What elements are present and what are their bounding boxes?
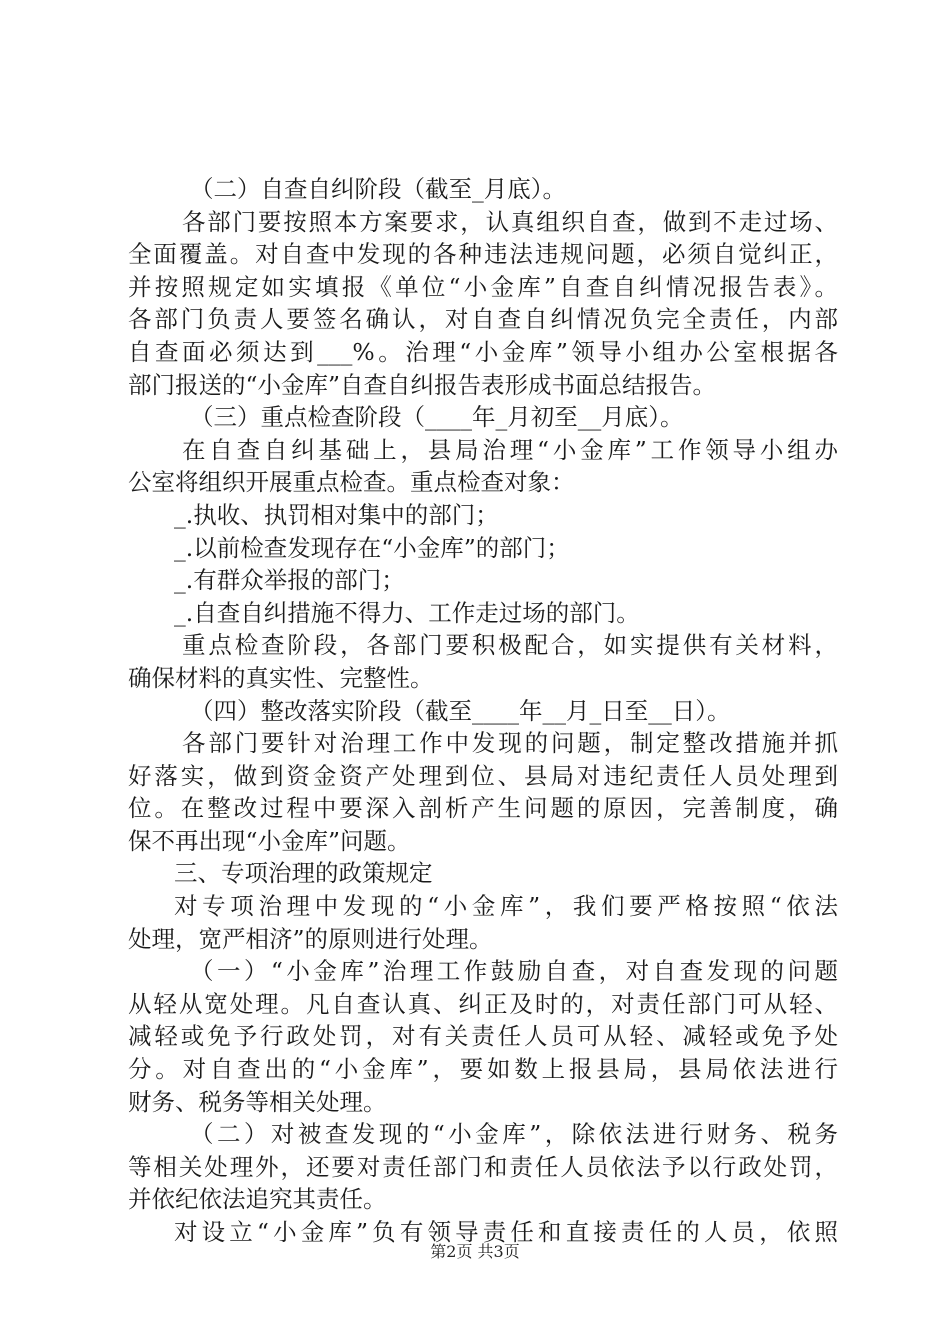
paragraph-line: 公室将组织开展重点检查。重点检查对象： <box>128 468 575 497</box>
paragraph-line: 确保材料的真实性、完整性。 <box>128 663 434 692</box>
paragraph-line: （一）“小金库”治理工作鼓励自查，对自查发现的问题 <box>190 957 838 986</box>
paragraph-line: 财务、税务等相关处理。 <box>128 1087 387 1116</box>
paragraph-line: 全面覆盖。对自查中发现的各种违法违规问题，必须自觉纠正， <box>128 240 838 269</box>
paragraph-line: 减轻或免予行政处罚，对有关责任人员可从轻、减轻或免予处 <box>128 1022 838 1051</box>
paragraph-line: 部门报送的“小金库”自查自纠报告表形成书面总结报告。 <box>128 370 717 399</box>
section-heading-policy: 三、专项治理的政策规定 <box>174 859 433 888</box>
list-item: _.以前检查发现存在“小金库”的部门； <box>174 533 570 562</box>
paragraph-line: 从轻从宽处理。凡自查认真、纠正及时的，对责任部门可从轻、 <box>128 989 838 1018</box>
document-body <box>128 173 838 1249</box>
paragraph-line: 保不再出现“小金库”问题。 <box>128 826 411 855</box>
list-item: _.执收、执罚相对集中的部门； <box>174 500 499 529</box>
paragraph-line: 自查面必须达到___%。治理“小金库”领导小组办公室根据各 <box>128 337 838 366</box>
paragraph-line: 各部门要按照本方案要求，认真组织自查，做到不走过场、 <box>182 207 838 236</box>
paragraph-line: 等相关处理外，还要对责任部门和责任人员依法予以行政处罚， <box>128 1152 838 1181</box>
paragraph-line: 重点检查阶段，各部门要积极配合，如实提供有关材料， <box>182 631 838 660</box>
paragraph-line: 对设立“小金库”负有领导责任和直接责任的人员，依照 <box>174 1218 838 1246</box>
paragraph-line: 分。对自查出的“小金库”，要如数上报县局，县局依法进行 <box>128 1055 838 1084</box>
paragraph-line: 并依纪依法追究其责任。 <box>128 1185 387 1214</box>
heading-key-inspection-stage: （三）重点检查阶段（____年_月初至__月底）。 <box>190 403 684 432</box>
paragraph-line: （二）对被查发现的“小金库”，除依法进行财务、税务 <box>190 1120 838 1149</box>
paragraph-line: 各部门负责人要签名确认，对自查自纠情况负完全责任，内部 <box>128 305 838 334</box>
paragraph-line: 对专项治理中发现的“小金库”，我们要严格按照“依法 <box>174 892 838 921</box>
paragraph-line: 在自查自纠基础上，县局治理“小金库”工作领导小组办 <box>182 435 838 464</box>
paragraph-line: 处理，宽严相济”的原则进行处理。 <box>128 924 493 953</box>
paragraph-line: 并按照规定如实填报《单位“小金库”自查自纠情况报告表》。 <box>128 272 838 301</box>
paragraph-line: 好落实，做到资金资产处理到位、县局对违纪责任人员处理到 <box>128 761 838 790</box>
paragraph-line: 各部门要针对治理工作中发现的问题，制定整改措施并抓 <box>182 729 838 758</box>
paragraph-line: 位。在整改过程中要深入剖析产生问题的原因，完善制度，确 <box>128 794 838 823</box>
heading-self-check-stage: （二）自查自纠阶段（截至_月底）。 <box>190 175 566 203</box>
heading-rectification-stage: （四）整改落实阶段（截至____年__月_日至__日）。 <box>190 696 731 725</box>
list-item: _.自查自纠措施不得力、工作走过场的部门。 <box>174 598 640 627</box>
page-number-footer: 第2页 共3页 <box>430 1242 520 1261</box>
list-item: _.有群众举报的部门； <box>174 566 405 595</box>
